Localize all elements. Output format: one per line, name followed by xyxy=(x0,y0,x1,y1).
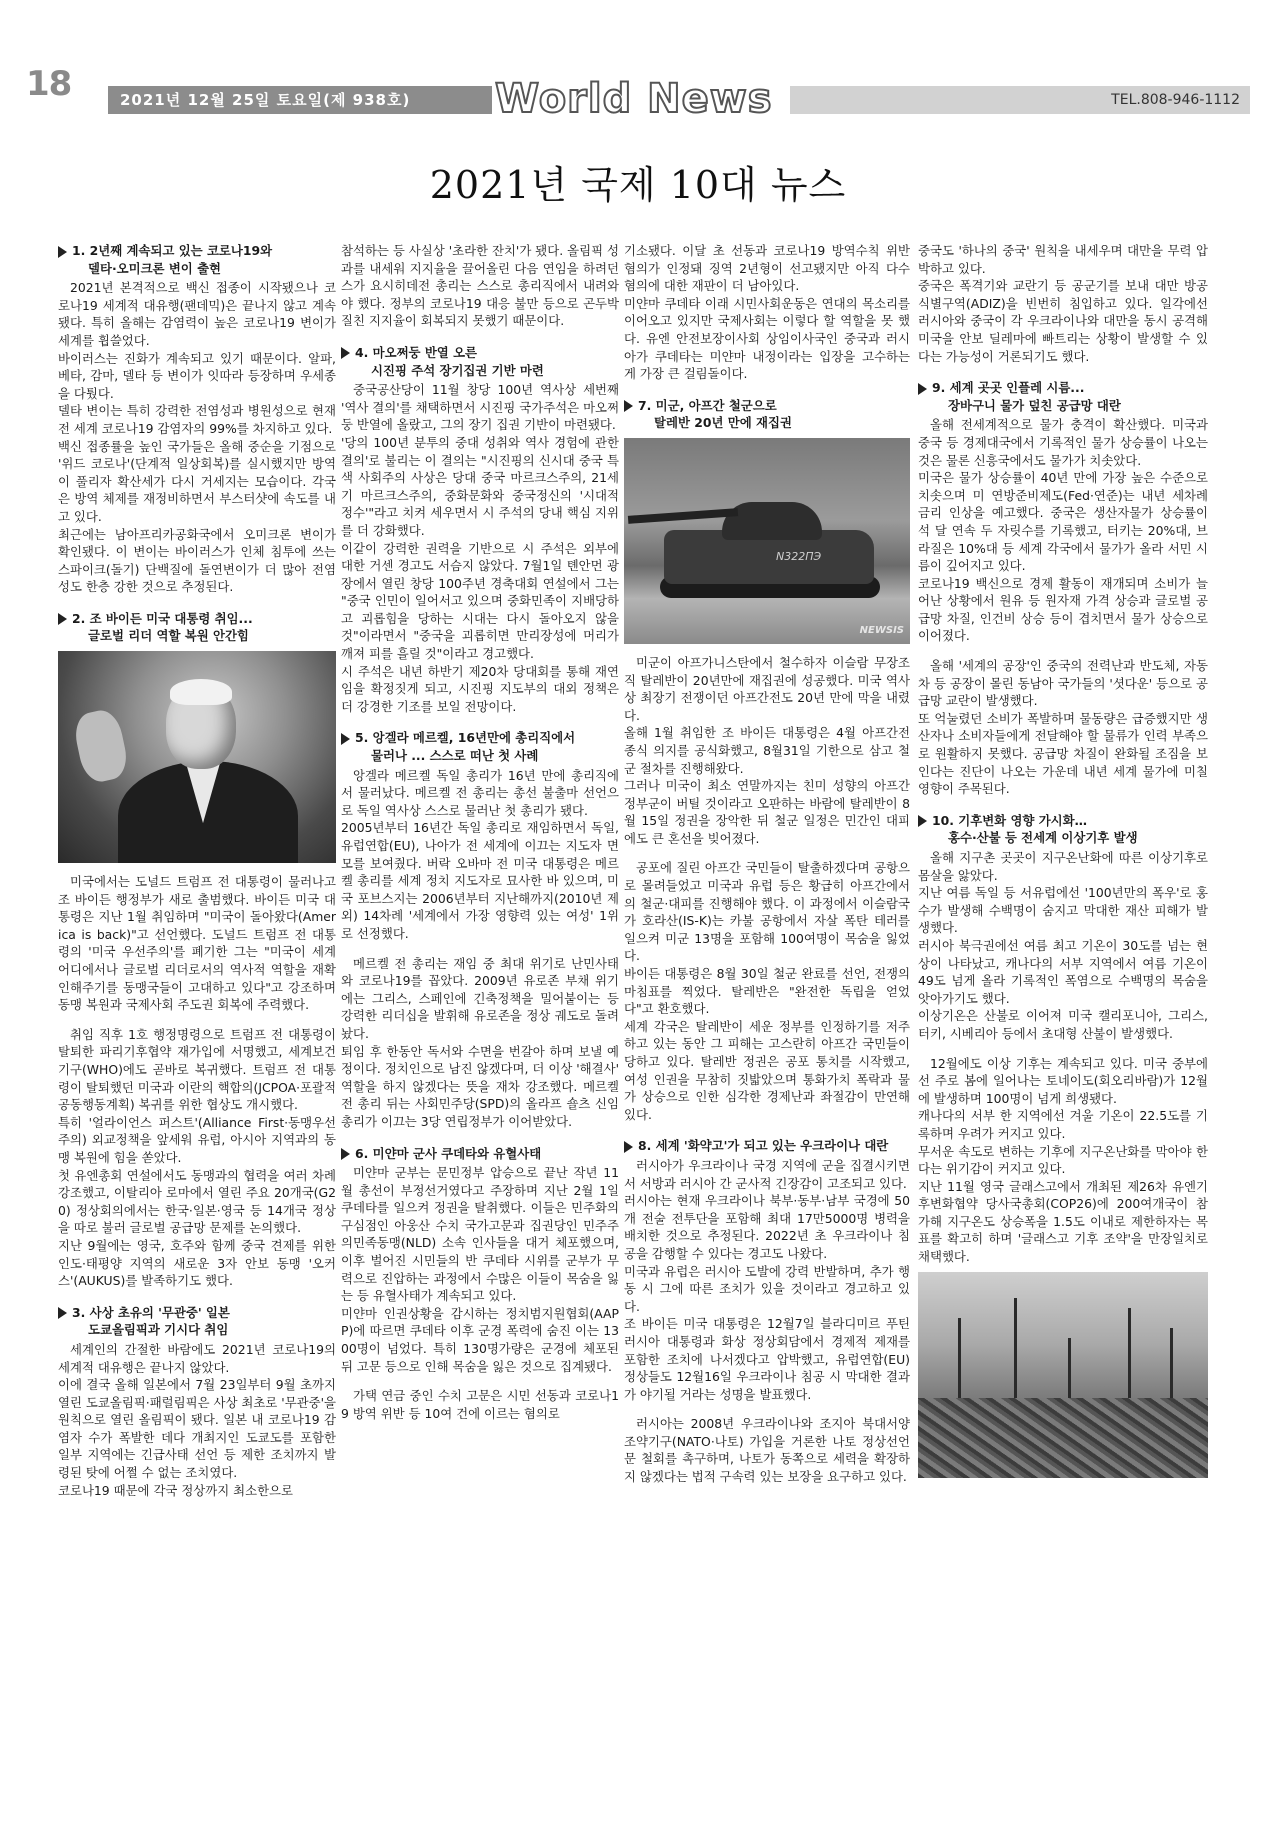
article-column-3 xyxy=(624,242,910,1486)
tank-marking: N322ПЭ xyxy=(776,549,822,563)
paragraph: 그러나 미국이 최소 연말까지는 친미 성향의 아프간 정부군이 버틸 것이라고 오판하는 바람에 탈레반이 8월 15일 정권을 장악한 뒤 철군 일정은 민간인 대피에도 큰 혼선을 빚어졌다. xyxy=(624,778,910,846)
triangle-bullet-icon xyxy=(341,1148,350,1160)
paragraph: 세계인의 간절한 바람에도 2021년 코로나19의 세계적 대유행은 끝나지 않았다. xyxy=(58,1341,336,1375)
phone-bar: TEL.808-946-1112 xyxy=(790,86,1250,114)
page-number: 18 xyxy=(26,64,72,104)
triangle-bullet-icon xyxy=(624,400,633,412)
paragraph: 러시아 북극권에선 여름 최고 기온이 30도를 넘는 현상이 나타났고, 캐나다의 서부 지역에서 여름 기온이 49도 넘게 올라 기록적인 폭염으로 수백명의 목숨을 앗아가기도 했다. xyxy=(918,937,1208,1006)
paragraph: 이같이 강력한 권력을 기반으로 시 주석은 외부에 대한 거센 경고도 서슴지 않았다. 7월1일 톈안먼 광장에서 열린 창당 100주년 경축대회 연설에서 그는 "중국 인민이 일어서고 있으며 중화민족이 지배당하고 괴롭힘을 당하는 시대는 다시 돌아오지 않을 것"이라면서 "중국을 괴롭히면 만리장성에 머리가 깨져 피를 흘릴 것"이라고 경고했다. xyxy=(341,540,619,662)
triangle-bullet-icon xyxy=(918,815,927,827)
paragraph: 세계 각국은 탈레반이 세운 정부를 인정하기를 저주하고 있는 동안 그 피해는 고스란히 아프간 국민들이 당하고 있다. 탈레반 정권은 공포 통치를 시작했고, 여성 인권을 무참히 짓밟았으며 통화가치 폭락과 물가 상승으로 인한 심각한 경제난과 좌절감이 만연해 있다. xyxy=(624,1018,910,1122)
paragraph: 조 바이든 미국 대통령은 12월7일 블라디미르 푸틴 러시아 대통령과 화상 정상회담에서 경제적 제재를 포함한 조치에 나서겠다고 압박했고, 유럽연합(EU) 정상들도 12월16일 우크라이나 침공 시 막대한 결과가 야기될 거라는 성명을 발표했다. xyxy=(624,1316,910,1402)
paragraph: 취임 직후 1호 행정명령으로 트럼프 전 대통령이 탈퇴한 파리기후협약 재가입에 서명했고, 세계보건기구(WHO)에도 곧바로 복귀했다. 트럼프 전 대통령이 탈퇴했던 미국과 이란의 핵합의(JCPOA·포괄적공동행동계획) 복귀를 위한 협상도 개시했다. xyxy=(58,1026,336,1113)
paragraph: 지난 9월에는 영국, 호주와 함께 중국 견제를 위한 인도·태평양 지역의 새로운 3자 안보 동맹 '오커스'(AUKUS)를 발족하기도 했다. xyxy=(58,1237,336,1289)
section-heading-10: 10. 기후변화 영향 가시화… 홍수·산불 등 전세계 이상기후 발생 xyxy=(918,812,1208,847)
article-column-2 xyxy=(341,242,619,1422)
paragraph: 특히 '얼라이언스 퍼스트'(Alliance First·동맹우선주의) 외교정책을 앞세워 유럽, 아시아 지역과의 동맹 복원에 힘을 쏟았다. xyxy=(58,1114,336,1165)
paragraph: 코로나19 백신으로 경제 활동이 재개되며 소비가 늘어난 상황에서 원유 등 원자재 가격 상승과 글로벌 공급망 차질, 인건비 상승 등이 겹치면서 물가 상승으로 이어졌다. xyxy=(918,575,1208,644)
paragraph: 공포에 질린 아프간 국민들이 탈출하겠다며 공항으로 몰려들었고 미국과 유럽 등은 황급히 아프간에서의 철군·대피를 진행해야 했다. 이 과정에서 이슬람국가 호라산(IS-K)는 카불 공항에서 자살 폭탄 테러를 일으켜 미군 13명을 포함해 100여명이 목숨을 잃었다. xyxy=(624,860,910,964)
paragraph: 올해 1월 취임한 조 바이든 대통령은 4월 아프간전 종식 의지를 공식화했고, 8월31일 기한으로 삼고 철군 절차를 진행해왔다. xyxy=(624,725,910,776)
section-heading-5: 5. 앙겔라 메르켈, 16년만에 총리직에서 물러나 ... 스스로 떠난 첫 사례 xyxy=(341,729,619,764)
biden-photo xyxy=(58,651,336,863)
paragraph: 백신 접종률을 높인 국가들은 올해 중순을 기점으로 '위드 코로나'(단계적 일상회복)를 실시했지만 방역이 풀리자 확산세가 다시 거세지는 모습이다. 각국은 방역 체제를 재정비하면서 부스터샷에 속도를 내고 있다. xyxy=(58,438,336,524)
paragraph: 바이든 대통령은 8월 30일 철군 완료를 선언, 전쟁의 마침표를 찍었다. 탈레반은 "완전한 독립을 얻었다"고 환호했다. xyxy=(624,966,910,1017)
section-heading-7: 7. 미군, 아프간 철군으로 탈레반 20년 만에 재집권 xyxy=(624,397,910,432)
paragraph: 코로나19 때문에 각국 정상까지 최소한으로 xyxy=(58,1482,293,1498)
triangle-bullet-icon xyxy=(918,383,927,395)
paragraph: 또 억눌렸던 소비가 폭발하며 물동량은 급증했지만 생산자나 소비자들에게 전달해야 할 물류가 인력 부족으로 원활하지 못했다. 공급망 차질이 완화될 조짐을 보인다는 진단이 나오는 가운데 내년 세계 물가에 미칠 영향이 주목된다. xyxy=(918,710,1208,797)
paragraph: 미얀마 쿠데타 이래 시민사회운동은 연대의 목소리를 이어오고 있지만 국제사회는 이렇다 할 역할을 못 했다. 유엔 안전보장이사회 상임이사국인 중국과 러시아가 쿠데타는 미얀마 내정이라는 입장을 고수하는 게 가장 큰 걸림돌이다. xyxy=(624,295,910,382)
paragraph: 올해 '세계의 공장'인 중국의 전력난과 반도체, 자동차 등 공장이 몰린 동남아 국가들의 '셧다운' 등으로 공급망 교란이 발생했다. xyxy=(918,658,1208,709)
paragraph: 최근에는 남아프리카공화국에서 오미크론 변이가 확인됐다. 이 변이는 바이러스가 인체 침투에 쓰는 스파이크(돌기) 단백질에 돌연변이가 더 많아 전염성도 한층 강한 것으로 추정된다. xyxy=(58,526,336,595)
paragraph: 지난 11월 영국 글래스고에서 개최된 제26차 유엔기후변화협약 당사국총회(COP26)에 200여개국이 참가해 지구온도 상승폭을 1.5도 이내로 제한하자는 목표를 확고히 하며 '글래스고 기후 조약'을 만장일치로 채택했다. xyxy=(918,1178,1208,1265)
paragraph: 가택 연금 중인 수치 고문은 시민 선동과 코로나19 방역 위반 등 10여 건에 이르는 혐의로 xyxy=(341,1388,619,1421)
page-headline: 2021년 국제 10대 뉴스 xyxy=(429,163,847,207)
section-heading-6: 6. 미얀마 군사 쿠데타와 유혈사태 xyxy=(341,1145,619,1163)
paragraph: 러시아는 현재 우크라이나 북부·동부·남부 국경에 50개 전술 전투단을 포함해 최대 17만5000명 병력을 배치한 것으로 추정된다. 2022년 초 우크라이나 침공을 감행할 수 있다는 경고도 나왔다. xyxy=(624,1193,910,1261)
issue-date-bar: 2021년 12월 25일 토요일(제 938호) xyxy=(108,86,492,114)
paragraph: 무서운 속도로 변하는 기후에 지구온난화를 막아야 한다는 위기감이 커지고 있다. xyxy=(918,1143,1208,1177)
triangle-bullet-icon xyxy=(341,347,350,359)
paragraph: 미군이 아프가니스탄에서 철수하자 이슬람 무장조직 탈레반이 20년만에 재집권에 성공했다. 미국 역사상 최장기 전쟁이던 아프간전도 20년 만에 막을 내렸다. xyxy=(624,654,910,723)
paragraph: 러시아가 우크라이나 국경 지역에 군을 집결시키면서 서방과 러시아 간 군사적 긴장감이 고조되고 있다. xyxy=(624,1157,910,1191)
tornado-damage-photo xyxy=(918,1272,1208,1478)
paragraph: 첫 유엔총회 연설에서도 동맹과의 협력을 여러 차례 강조했고, 이탈리아 로마에서 열린 주요 20개국(G20) 정상회의에서는 한국·일본·영국 등 14개국 정상을 따로 불러 글로벌 공급망 문제를 논의했다. xyxy=(58,1167,336,1236)
paragraph: 2005년부터 16년간 독일 총리로 재임하면서 독일, 유럽연합(EU), 나아가 전 세계에 이끄는 지도자 면모를 보여줬다. 버락 오바마 전 미국 대통령은 메르켈 총리를 세계 정치 지도자로 묘사한 바 있으며, 미국 포브스지는 2006년부터 지난해까지(2010년 제외) 14차례 '세계에서 가장 영향력 있는 여성' 1위로 선정했다. xyxy=(341,820,619,941)
triangle-bullet-icon xyxy=(58,246,67,258)
triangle-bullet-icon xyxy=(58,613,67,625)
paragraph: 지난 여름 독일 등 서유럽에선 '100년만의 폭우'로 홍수가 발생해 수백명이 숨지고 막대한 재산 피해가 발생했다. xyxy=(918,885,1208,936)
paragraph: 메르켈 전 총리는 재임 중 최대 위기로 난민사태와 코로나19를 꼽았다. 2009년 유로존 부채 위기에는 그리스, 스페인에 긴축정책을 밀어붙이는 등 강력한 리더십을 발휘해 유로존을 정상 궤도로 돌려놨다. xyxy=(341,955,619,1041)
paragraph: 미국과 유럽은 러시아 도발에 강력 반발하며, 추가 행동 시 그에 따른 조치가 있을 것이라고 경고하고 있다. xyxy=(624,1263,910,1314)
section-heading-4: 4. 마오쩌둥 반열 오른 시진핑 주석 장기집권 기반 마련 xyxy=(341,344,619,379)
paragraph: 중국도 '하나의 중국' 원칙을 내세우며 대만을 무력 압박하고 있다. xyxy=(918,243,1208,276)
paragraph: 앙겔라 메르켈 독일 총리가 16년 만에 총리직에서 물러났다. 메르켈 전 총리는 총선 불출마 선언으로 독일 역사상 스스로 물러난 첫 총리가 됐다. xyxy=(341,767,619,818)
paragraph: 기소됐다. 이달 초 선동과 코로나19 방역수칙 위반 혐의가 인정돼 징역 2년형이 선고됐지만 아직 다수 혐의에 대한 재판이 더 남아있다. xyxy=(624,243,910,294)
paragraph: 이에 결국 올해 일본에서 7월 23일부터 9월 초까지 열린 도쿄올림픽·패럴림픽은 사상 최초로 '무관중'을 원칙으로 열린 올림픽이 됐다. 일본 내 코로나19 감염자 수가 폭발한 데다 개최지인 도쿄도를 포함한 일부 지역에는 긴급사태 선언 등 제한 조치까지 발령된 탓에 어쩔 수 없는 조치였다. xyxy=(58,1377,336,1481)
photo-credit: NEWSIS xyxy=(859,625,904,637)
paragraph: 미얀마 인권상황을 감시하는 정치범지원협회(AAPP)에 따르면 쿠데타 이후 군경 폭력에 숨진 이는 1300명이 넘었다. 특히 130명가량은 군경에 체포된 뒤 고문 등으로 인해 목숨을 잃은 것으로 집계됐다. xyxy=(341,1305,619,1374)
paragraph: 12월에도 이상 기후는 계속되고 있다. 미국 중부에선 주로 봄에 일어나는 토네이도(회오리바람)가 12월에 발생하며 100명이 넘게 희생됐다. xyxy=(918,1055,1208,1106)
section-heading-9: 9. 세계 곳곳 인플레 시름... 장바구니 물가 덮친 공급망 대란 xyxy=(918,379,1208,414)
section-heading-3: 3. 사상 초유의 '무관중' 일본 도쿄올림픽과 기시다 취임 xyxy=(58,1304,336,1339)
tank-photo xyxy=(624,438,910,644)
article-column-4 xyxy=(918,242,1208,1488)
paragraph: 2021년 본격적으로 백신 접종이 시작됐으나 코로나19 세계적 대유행(팬데믹)은 끝나지 않고 계속됐다. 특히 올해는 감염력이 높은 코로나19 변이가 세계를 휩쓸었다. xyxy=(58,280,336,348)
paragraph: 이상기온은 산불로 이어져 미국 캘리포니아, 그리스, 터키, 시베리아 등에서 초대형 산불이 발생했다. xyxy=(918,1008,1208,1041)
section-heading-8: 8. 세계 '화약고'가 되고 있는 우크라이나 대란 xyxy=(624,1137,910,1155)
article-column-1 xyxy=(58,242,336,1499)
paragraph: 참석하는 등 사실상 '초라한 잔치'가 됐다. 올림픽 성과를 내세워 지지율을 끌어올린 다음 연임을 하려던 스가 요시히데전 총리는 스스로 총리직에서 내려와야 했다. 정부의 코로나19 대응 불만 등으로 곤두박질친 지지율이 회복되지 못했기 때문이다. xyxy=(341,243,619,329)
paragraph: 바이러스는 진화가 계속되고 있기 때문이다. 알파, 베타, 감마, 델타 등 변이가 잇따라 등장하며 우세종을 다퉜다. xyxy=(58,350,336,401)
paragraph: '당의 100년 분투의 중대 성취와 역사 경험에 관한 결의'로 불리는 이 결의는 "시진핑의 신시대 중국 특색 사회주의 사상은 당대 중국 마르크스주의, 21세기 마르크스주의, 중화문화와 중국정신의 '시대적 정수'"라고 치켜 세우면서 시 주석의 당내 핵심 지위를 더 강화했다. xyxy=(341,434,619,538)
paragraph: 미국은 물가 상승률이 40년 만에 가장 높은 수준으로 치솟으며 미 연방준비제도(Fed·연준)는 내년 세차례 금리 인상을 예고했다. 중국은 생산자물가 상승률이 석 달 연속 두 자릿수를 기록했고, 터키는 20%대, 브라질은 10%대 등 세계 각국에서 물가가 올라 서민 시름이 깊어지고 있다. xyxy=(918,470,1208,574)
section-title: World News xyxy=(495,76,773,122)
triangle-bullet-icon xyxy=(624,1141,633,1153)
paragraph: 캐나다의 서부 한 지역에선 겨울 기온이 22.5도를 기록하며 우려가 커지고 있다. xyxy=(918,1108,1208,1141)
paragraph: 올해 지구촌 곳곳이 지구온난화에 따른 이상기후로 몸살을 앓았다. xyxy=(918,850,1208,883)
paragraph: 올해 전세계적으로 물가 충격이 확산했다. 미국과 중국 등 경제대국에서 기록적인 물가 상승률이 나오는 것은 물론 신흥국에서도 물가가 치솟았다. xyxy=(918,417,1208,468)
section-heading-2: 2. 조 바이든 미국 대통령 취임... 글로벌 리더 역할 복원 안간힘 xyxy=(58,610,336,645)
paragraph: 러시아는 2008년 우크라이나와 조지아 북대서양조약기구(NATO·나토) 가입을 거론한 나토 정상선언문 철회를 촉구하며, 나토가 동쪽으로 세력을 확장하지 않겠다는 법적 구속력 있는 보장을 요구하고 있다. xyxy=(624,1416,910,1485)
paragraph: 중국공산당이 11월 창당 100년 역사상 세번째 '역사 결의'를 채택하면서 시진핑 국가주석은 마오쩌둥 반열에 올랐고, 그의 장기 집권 기반이 마련됐다. xyxy=(341,382,619,433)
paragraph: 중국은 폭격기와 교란기 등 공군기를 보내 대만 방공식별구역(ADIZ)을 빈번히 침입하고 있다. 일각에선 러시아와 중국이 각 우크라이나와 대만을 동시 공격해 미국을 안보 딜레마에 빠트리는 상황이 발생할 수 있다는 가능성이 거론되기도 했다. xyxy=(918,278,1208,364)
paragraph: 미얀마 군부는 문민정부 압승으로 끝난 작년 11월 총선이 부정선거였다고 주장하며 지난 2월 1일 쿠데타를 일으켜 정권을 탈취했다. 이들은 민주화의 구심점인 아웅산 수치 국가고문과 집권당인 민주주의민족동맹(NLD) 소속 인사들을 대거 체포했으며, 이후 벌어진 시민들의 반 쿠데타 시위를 군부가 무력으로 진압하는 과정에서 수많은 이들이 목숨을 잃는 등 유혈사태가 계속되고 있다. xyxy=(341,1165,619,1304)
paragraph: 퇴임 후 한동안 독서와 수면을 번갈아 하며 보낼 예정이다. 정치인으로 남진 않겠다며, 더 이상 '해결사' 역할을 하지 않겠다는 뜻을 재차 강조했다. 메르켈 전 총리 뒤는 사회민주당(SPD)의 올라프 숄츠 신임 총리가 이끄는 3당 연립정부가 이어받았다. xyxy=(341,1043,619,1129)
triangle-bullet-icon xyxy=(58,1307,67,1319)
paragraph: 시 주석은 내년 하반기 제20차 당대회를 통해 재연임을 확정짓게 되고, 시진핑 지도부의 대외 정책은 더 강경한 기조를 보일 전망이다. xyxy=(341,663,619,714)
triangle-bullet-icon xyxy=(341,733,350,745)
paragraph: 미국에서는 도널드 트럼프 전 대통령이 물러나고 조 바이든 행정부가 새로 출범했다. 바이든 미국 대통령은 지난 1월 취임하며 "미국이 돌아왔다(America is back)"고 선언했다. 도널드 트럼프 전 대통령의 '미국 우선주의'를 폐기한 그는 "미국이 세계 어디에서나 글로벌 리더로서의 역사적 역할을 재확인해주기를 동맹국들이 고대하고 있다"고 강조하며 동맹 복원과 국제사회 주도권 회복에 주력했다. xyxy=(58,874,336,1013)
paragraph: 델타 변이는 특히 강력한 전염성과 병원성으로 현재 전 세계 코로나19 감염자의 99%를 차지하고 있다. xyxy=(58,403,336,436)
section-heading-1: 1. 2년째 계속되고 있는 코로나19와 델타·오미크론 변이 출현 xyxy=(58,242,336,277)
